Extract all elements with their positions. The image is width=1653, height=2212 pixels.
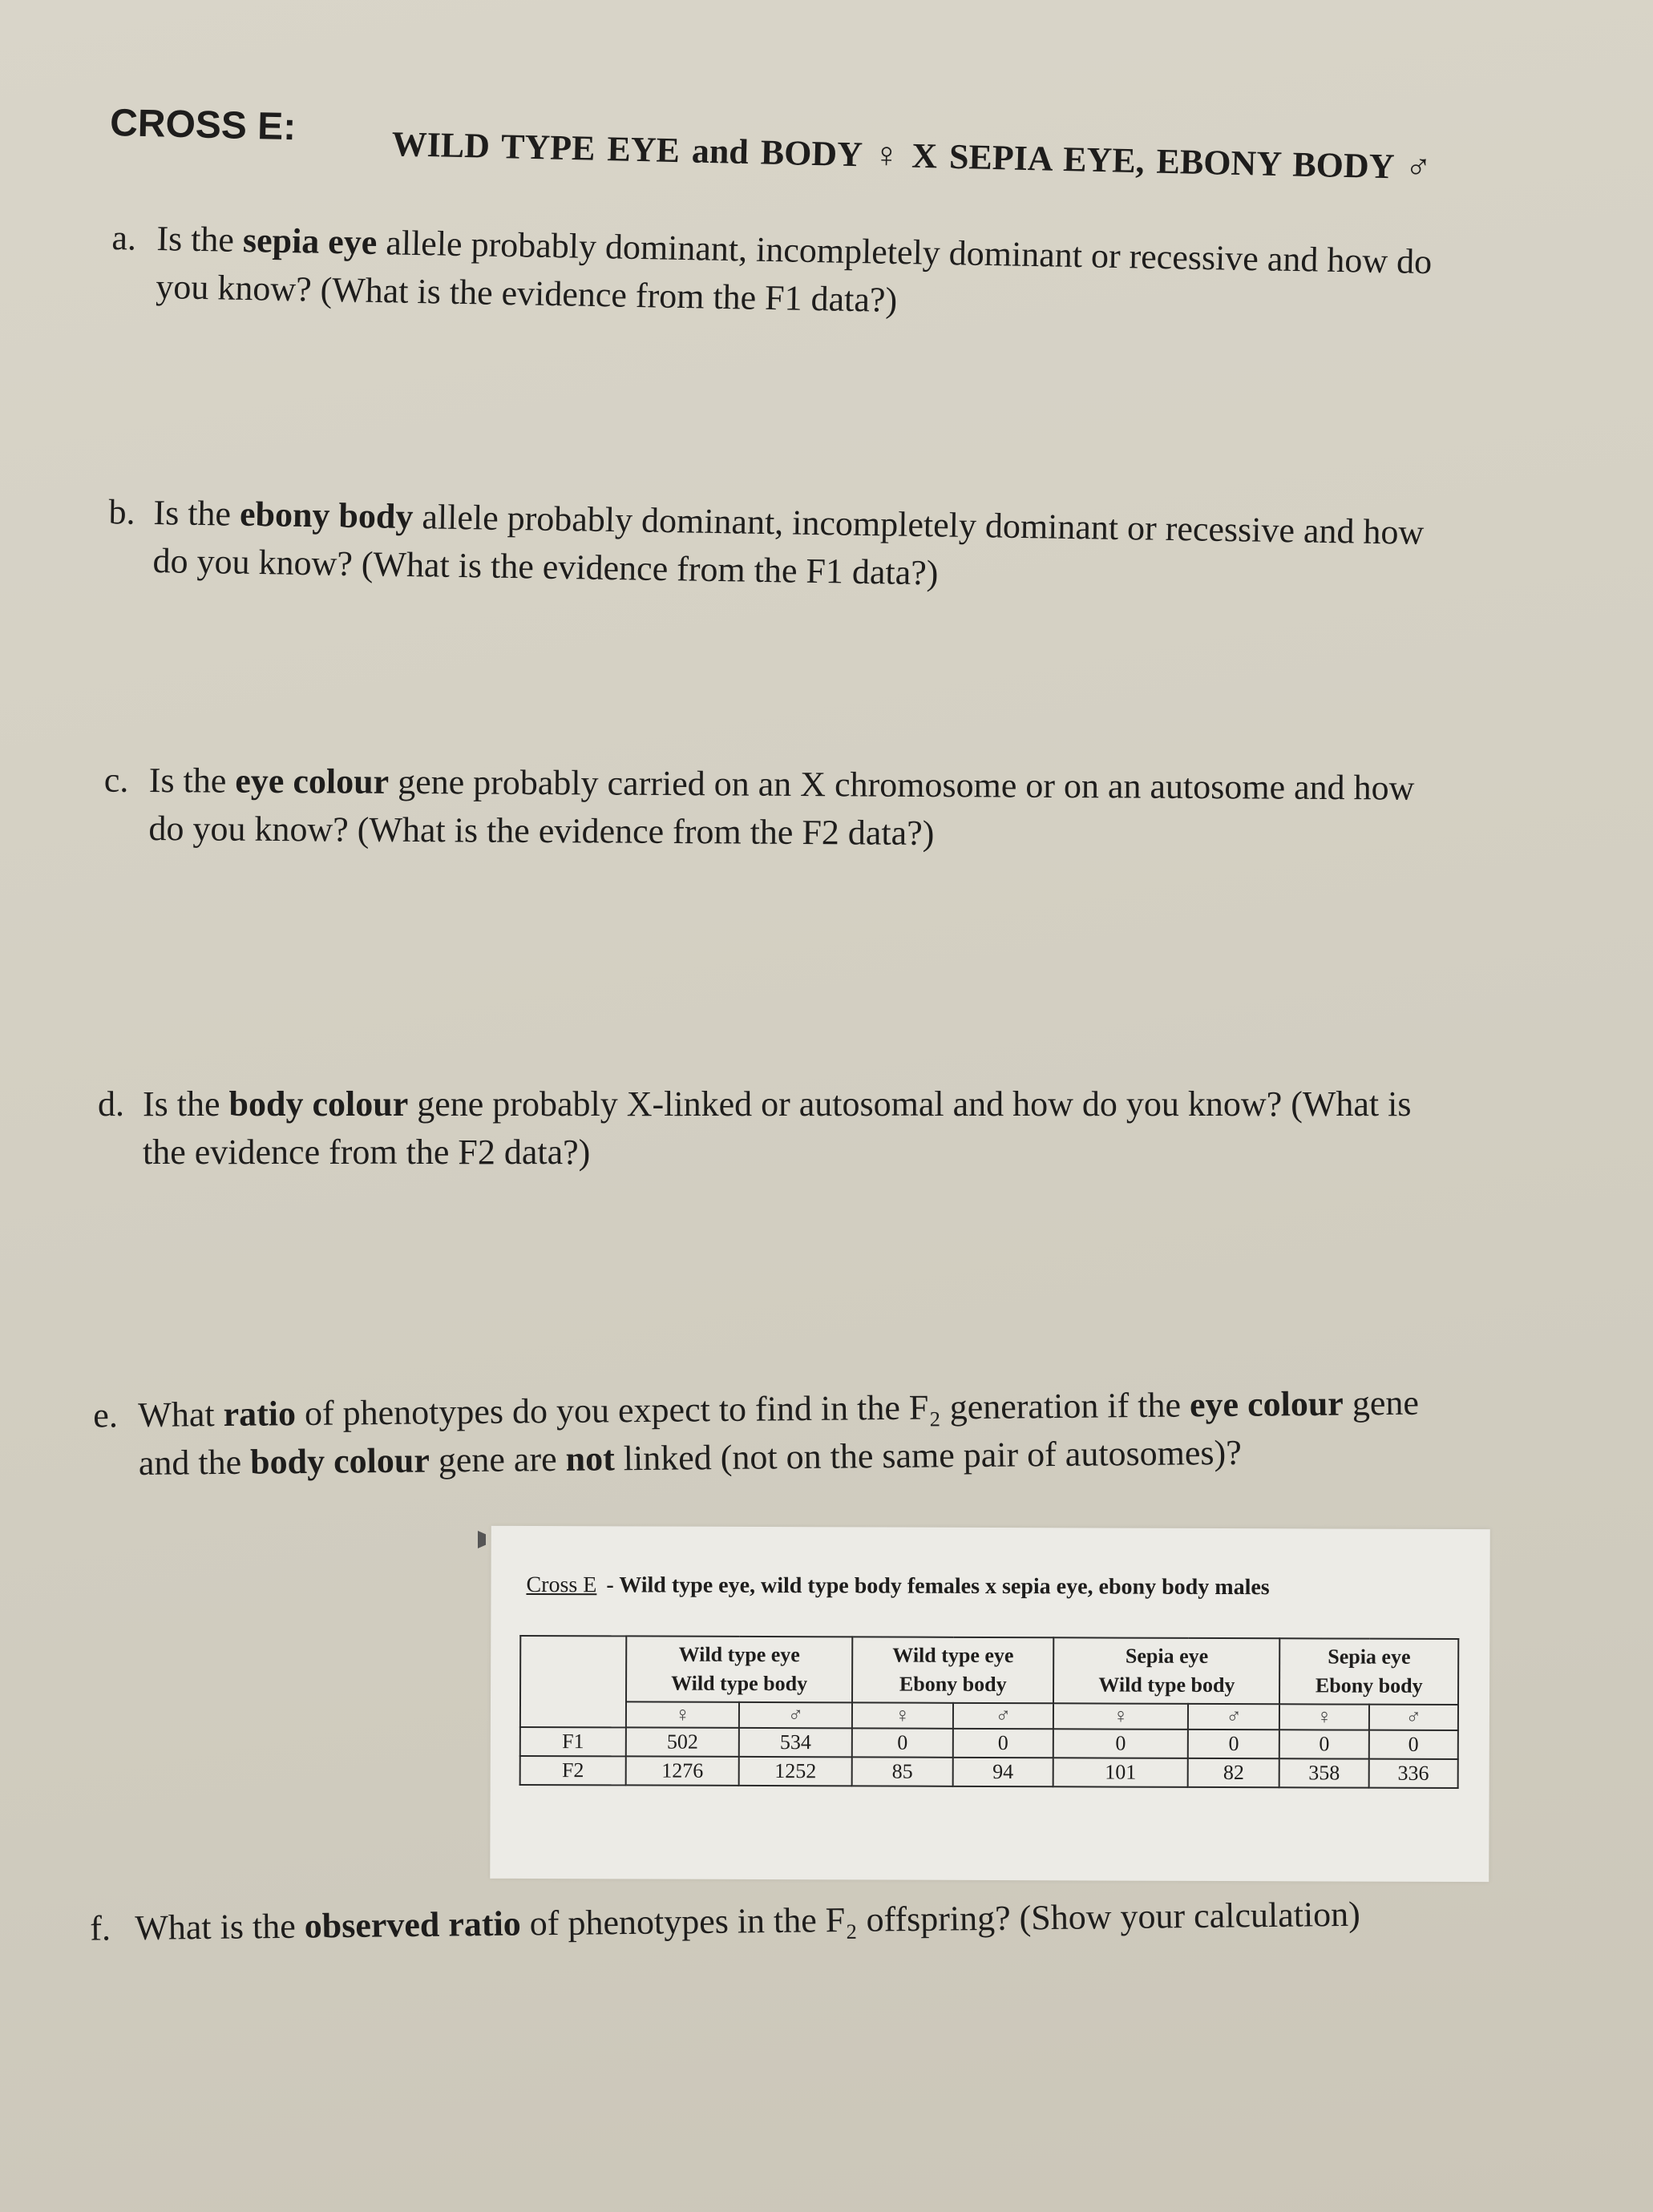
table-row-f2 — [520, 1756, 1458, 1788]
count-cell: 82 — [1188, 1758, 1280, 1787]
female-symbol: ♀ — [626, 1701, 739, 1727]
emphasis: not — [565, 1439, 615, 1479]
male-symbol: ♂ — [739, 1702, 852, 1728]
question-line: What is the observed ratio of phenotypes in the F₂ offspring? (Show your calculation) — [135, 1894, 1361, 1948]
question-d — [98, 1080, 1412, 1177]
emphasis: observed ratio — [304, 1903, 522, 1946]
male-symbol: ♂ — [1369, 1705, 1458, 1730]
question-f — [90, 1891, 1361, 1952]
emphasis: sepia eye — [242, 220, 378, 263]
count-cell: 0 — [852, 1728, 953, 1757]
female-symbol: ♀ — [1053, 1703, 1188, 1730]
count-cell: 0 — [1053, 1729, 1188, 1758]
table-header-row — [520, 1636, 1458, 1705]
generation-label: F2 — [520, 1756, 626, 1785]
count-cell: 1276 — [626, 1756, 739, 1785]
count-cell: 336 — [1368, 1759, 1457, 1788]
sex-symbol-row — [520, 1701, 1458, 1730]
question-line: do you know? (What is the evidence from the F1 data?) — [152, 540, 939, 593]
count-cell: 358 — [1279, 1758, 1368, 1787]
count-cell: 534 — [739, 1728, 852, 1757]
count-cell: 101 — [1053, 1758, 1188, 1787]
question-line: Is the eye colour gene probably carried on an X chromosome or on an autosome and how — [148, 760, 1415, 808]
emphasis: body colour — [228, 1084, 409, 1124]
phenotype-header: Wild type eye Ebony body — [852, 1637, 1054, 1703]
table-corner-cell — [520, 1636, 626, 1727]
question-line: Is the ebony body allele probably dominant, incompletely dominant or recessive and how — [153, 492, 1425, 552]
emphasis: body colour — [249, 1440, 430, 1482]
data-table-card — [490, 1526, 1490, 1882]
question-line: do you know? (What is the evidence from the F2 data?) — [148, 808, 935, 853]
question-line: What ratio of phenotypes do you expect to find in the F₂ generation if the eye colour gene — [138, 1382, 1420, 1435]
cross-label: CROSS E: — [109, 101, 297, 149]
question-letter: f. — [90, 1908, 111, 1948]
question-c — [103, 757, 1415, 861]
count-cell: 0 — [952, 1729, 1053, 1758]
count-cell: 1252 — [739, 1757, 852, 1786]
phenotype-header: Wild type eye Wild type body — [626, 1636, 852, 1702]
table-caption-cross: Cross E — [526, 1572, 597, 1598]
generation-label: F1 — [520, 1727, 626, 1756]
question-letter: b. — [108, 492, 135, 532]
female-symbol: ♀ — [1279, 1704, 1368, 1730]
emphasis: eye colour — [235, 761, 390, 801]
emphasis: eye colour — [1189, 1383, 1344, 1425]
cross-title: WILD TYPE EYE and BODY ♀ X SEPIA EYE, EBONY BODY ♂ — [391, 123, 1433, 188]
phenotype-header: Sepia eye Wild type body — [1053, 1637, 1279, 1704]
table-caption — [526, 1572, 1269, 1600]
question-line: and the body colour gene are not linked (not on the same pair of autosomes)? — [138, 1432, 1242, 1483]
male-symbol: ♂ — [1188, 1704, 1280, 1730]
table-caption-text: - Wild type eye, wild type body females x sepia eye, ebony body males — [606, 1572, 1270, 1600]
question-e — [93, 1379, 1420, 1487]
question-a — [111, 215, 1433, 334]
question-line: Is the sepia eye allele probably dominant, incompletely dominant or recessive and how do — [156, 218, 1433, 282]
cross-heading — [109, 96, 1570, 217]
question-letter: e. — [93, 1395, 119, 1435]
table-row-f1 — [520, 1727, 1458, 1759]
question-letter: d. — [98, 1084, 124, 1124]
count-cell: 94 — [952, 1758, 1053, 1786]
count-cell: 0 — [1279, 1730, 1368, 1758]
emphasis: ebony body — [239, 494, 414, 537]
question-letter: c. — [103, 760, 129, 800]
question-letter: a. — [111, 217, 137, 258]
count-cell: 0 — [1368, 1730, 1457, 1759]
cross-results-table — [519, 1635, 1460, 1789]
count-cell: 502 — [626, 1727, 739, 1756]
count-cell: 85 — [852, 1757, 953, 1786]
count-cell: 0 — [1188, 1730, 1280, 1758]
phenotype-header: Sepia eye Ebony body — [1279, 1638, 1458, 1705]
question-line: Is the body colour gene probably X-linked or autosomal and how do you know? (What is — [143, 1084, 1412, 1124]
question-b — [108, 489, 1425, 605]
emphasis: ratio — [223, 1394, 297, 1434]
bullet-mark — [478, 1531, 486, 1548]
question-line: the evidence from the F2 data?) — [143, 1132, 591, 1172]
female-symbol: ♀ — [852, 1702, 953, 1728]
male-symbol: ♂ — [953, 1703, 1054, 1729]
question-line: you know? (What is the evidence from the F1 data?) — [155, 266, 898, 320]
